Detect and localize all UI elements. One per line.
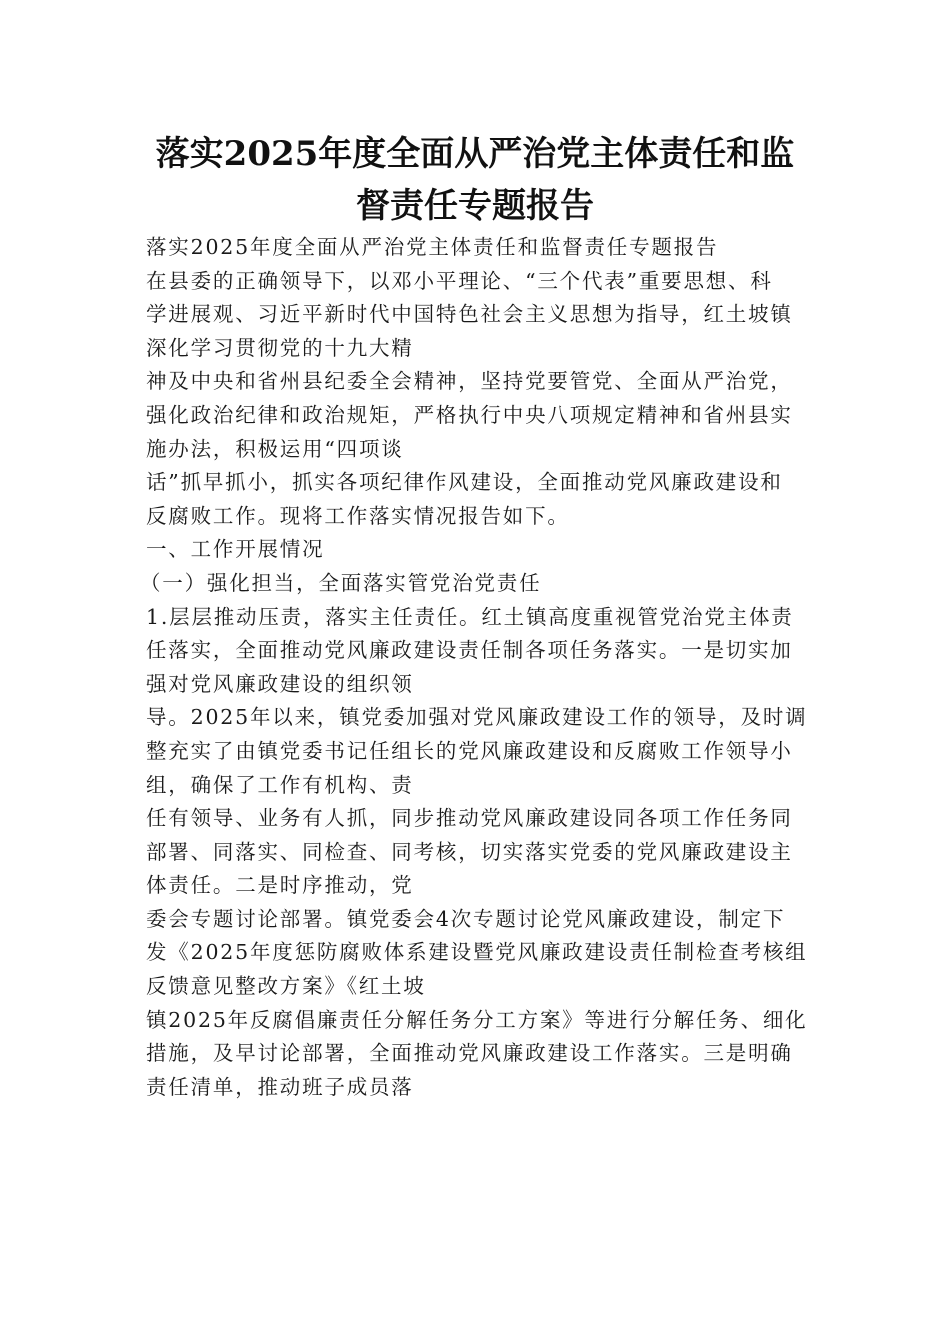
body-line: 委会专题讨论部署。镇党委会4次专题讨论党风廉政建设，制定下 <box>146 906 786 931</box>
body-line: 导。2025年以来，镇党委加强对党风廉政建设工作的领导，及时调 <box>146 705 808 730</box>
body-line: 在县委的正确领导下，以邓小平理论、“三个代表”重要思想、科 <box>146 268 773 293</box>
document-title <box>130 128 820 232</box>
document-body <box>140 231 826 1104</box>
body-line: 1.层层推动压责，落实主任责任。红土镇高度重视管党治党主体责 <box>146 604 794 629</box>
body-line: 反腐败工作。现将工作落实情况报告如下。 <box>146 503 570 528</box>
body-line: 反馈意见整改方案》《红土坡 <box>146 974 426 999</box>
document-title-line-1: 落实2025年度全面从严治党主体责任和监 <box>155 134 795 174</box>
body-line: 学进展观、习近平新时代中国特色社会主义思想为指导，红土坡镇 <box>146 302 793 327</box>
body-line: 镇2025年反腐倡廉责任分解任务分工方案》等进行分解任务、细化 <box>146 1007 808 1032</box>
body-line: 施办法，积极运用“四项谈 <box>146 436 404 461</box>
body-line: 责任清单，推动班子成员落 <box>146 1074 414 1099</box>
document-title-line-2: 督责任专题报告 <box>356 186 594 226</box>
body-line: 落实2025年度全面从严治党主体责任和监督责任专题报告 <box>146 235 719 259</box>
body-line: 体责任。二是时序推动，党 <box>146 873 414 898</box>
body-line: 部署、同落实、同检查、同考核，切实落实党委的党风廉政建设主 <box>146 839 793 864</box>
subsection-heading: （一）强化担当，全面落实管党治党责任 <box>140 570 542 595</box>
body-line: 整充实了由镇党委书记任组长的党风廉政建设和反腐败工作领导小 <box>146 738 793 763</box>
body-line: 任有领导、业务有人抓，同步推动党风廉政建设同各项工作任务同 <box>146 806 793 831</box>
body-line: 任落实，全面推动党风廉政建设责任制各项任务落实。一是切实加 <box>146 638 793 663</box>
section-heading: 一、工作开展情况 <box>146 537 325 562</box>
body-line: 强对党风廉政建设的组织领 <box>146 671 414 696</box>
body-line: 组，确保了工作有机构、责 <box>146 772 414 797</box>
body-line: 措施，及早讨论部署，全面推动党风廉政建设工作落实。三是明确 <box>146 1041 793 1066</box>
body-line: 神及中央和省州县纪委全会精神，坚持党要管党、全面从严治党， <box>146 369 793 394</box>
body-line: 发《2025年度惩防腐败体系建设暨党风廉政建设责任制检查考核组 <box>146 940 808 965</box>
body-line: 话”抓早抓小，抓实各项纪律作风建设，全面推动党风廉政建设和 <box>146 470 783 495</box>
body-line: 深化学习贯彻党的十九大精 <box>146 335 414 360</box>
body-line: 强化政治纪律和政治规矩，严格执行中央八项规定精神和省州县实 <box>146 402 793 427</box>
